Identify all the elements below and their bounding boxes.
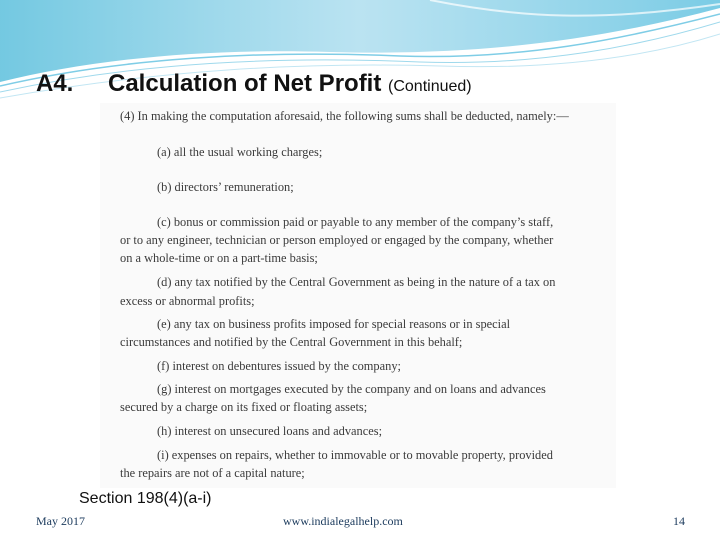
- excerpt-line: (g) interest on mortgages executed by the company and on loans and advances: [157, 382, 546, 396]
- excerpt-line: or to any engineer, technician or person employed or engaged by the company, whether: [120, 233, 554, 247]
- footer-url: www.indialegalhelp.com: [283, 514, 403, 528]
- excerpt-line: excess or abnormal profits;: [120, 294, 255, 308]
- footer-page-number: 14: [673, 514, 685, 528]
- excerpt-line: (f) interest on debentures issued by the company;: [157, 359, 401, 373]
- excerpt-line: (a) all the usual working charges;: [157, 145, 323, 159]
- excerpt-line: secured by a charge on its fixed or floating assets;: [120, 400, 368, 414]
- slide-title-suffix: (Continued): [388, 78, 472, 95]
- footer-date: May 2017: [36, 514, 85, 528]
- excerpt-line: (e) any tax on business profits imposed for special reasons or in special: [157, 317, 511, 331]
- excerpt-line: on a whole-time or on a part-time basis;: [120, 251, 318, 265]
- excerpt-line: (i) expenses on repairs, whether to immovable or to movable property, provided: [157, 448, 553, 462]
- excerpt-line: (h) interest on unsecured loans and advances;: [157, 424, 383, 438]
- excerpt-line: (c) bonus or commission paid or payable to any member of the company’s staff,: [157, 215, 554, 229]
- statute-excerpt-image: [100, 103, 616, 488]
- excerpt-line: (b) directors’ remuneration;: [157, 180, 294, 194]
- excerpt-line: (4) In making the computation aforesaid, the following sums shall be deducted, namely:—: [120, 109, 569, 123]
- slide-title-text: Calculation of Net Profit: [108, 70, 382, 97]
- excerpt-line: the repairs are not of a capital nature;: [120, 466, 305, 480]
- excerpt-line: (d) any tax notified by the Central Government as being in the nature of a tax on: [157, 275, 556, 289]
- section-caption: Section 198(4)(a-i): [79, 490, 212, 507]
- slide-number-label: A4.: [36, 70, 74, 97]
- slide-title: [36, 70, 472, 98]
- excerpt-line: circumstances and notified by the Central Government in this behalf;: [120, 335, 463, 349]
